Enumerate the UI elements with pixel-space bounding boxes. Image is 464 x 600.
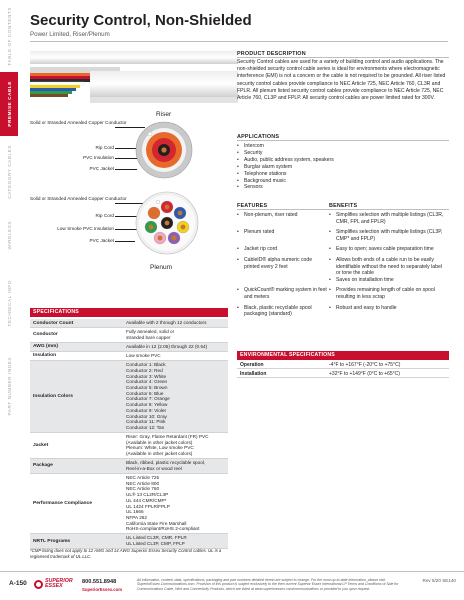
spec-line: Conductor 9: Violet <box>126 407 166 413</box>
tab-wireless[interactable]: WIRELESS <box>6 220 12 250</box>
benefit-cell: • Simplifies selection with multiple listings (CL3R, CMR, FPL and FPLR) <box>329 212 447 225</box>
tab-premise-cable[interactable]: PREMISE CABLE <box>0 72 18 136</box>
feature-cell: • Non-plenum, riser rated <box>237 212 329 225</box>
list-item: • Audio, public address system, speakers <box>237 157 437 164</box>
table-row <box>237 287 449 300</box>
spec-line: NEC Article 800 <box>126 480 160 486</box>
spec-line: NFPA 262 <box>126 514 148 520</box>
spec-line: Plenum: White, Low smoke PVC <box>126 445 194 451</box>
benefit-cell: • Easy to open; saves cable preparation time <box>329 246 447 253</box>
plenum-label-insulation: Low Smoke PVC Insulation <box>57 226 114 231</box>
legal-disclaimer: All information, content, data, specifications, packaging and part numbers detailed herein are subject to change. For the most up-to-date information, please visit SuperiorEssex.Communications.com. Provision of this product is subject exclusively to the then current Superior Essex International LP Terms and Conditions of Sale for Communications Cable, Wire and Connectivity Products, which are listed at www.superioressex.com/communications or provided to you upon request. <box>137 578 399 591</box>
spec-line: NEC Article 725 <box>126 474 160 480</box>
tab-technical-info[interactable]: TECHNICAL INFO <box>6 279 12 327</box>
table-row <box>237 370 449 378</box>
plenum-leader-jacket <box>115 241 135 242</box>
riser-label-conductor: Solid or Stranded Annealed Copper Conductor <box>30 120 127 125</box>
spec-value <box>126 319 228 327</box>
environmental-specifications-heading: ENVIRONMENTAL SPECIFICATIONS <box>237 351 449 360</box>
logo-line-1: SUPERIOR <box>45 577 73 584</box>
spec-key: Performance Compliance <box>33 501 92 506</box>
spec-line: Conductor 2: Red <box>126 367 163 373</box>
env-key: Installation <box>240 371 267 377</box>
benefit-cell: • Robust and easy to handle <box>329 305 447 318</box>
tab-table-of-contents[interactable]: TABLE OF CONTENTS <box>6 6 12 66</box>
spec-value <box>126 433 228 458</box>
spec-line: Conductor 10: Gray <box>126 413 167 419</box>
list-item: • Sensors <box>237 184 437 191</box>
logo-mark-icon <box>34 580 43 589</box>
riser-cross-section-diagram <box>134 120 194 180</box>
table-row <box>30 361 228 433</box>
env-key: Operation <box>240 362 264 368</box>
spec-line: NEC Article 760 <box>126 486 160 492</box>
table-row <box>237 305 449 318</box>
revision-code: Rev 5/20 SE140 <box>422 578 456 583</box>
table-row <box>30 328 228 343</box>
riser-label-jacket: PVC Jacket <box>89 166 114 171</box>
spec-line: stranded bare copper <box>126 334 171 340</box>
spec-key: Conductor Count <box>33 320 74 326</box>
spec-line: California State Fire Marshall <box>126 520 187 526</box>
table-row <box>237 257 449 277</box>
benefit-cell: • Allows both ends of a cable run to be easily identifiable without the need to separately label or tone the cable <box>329 257 447 277</box>
tab-part-number-index[interactable]: PART NUMBER INDEX <box>6 356 12 416</box>
product-description-text: Security Control cables are used for a variety of building control and audio applications. The non-shielded security control cable series is ideal for environments where electromagnetic interference (EMI) is not a concern or the cable is not required to be grounded. All riser listed security control cables provide compliance to NEC Article 725, NEC Article 760, CL3R and FPLR. All plenum listed security control cables provide compliance to NEC Article 725, NEC Article 760, CL3P and FPLP. All security control cables are power limited rated for 300V. <box>237 59 446 102</box>
page-title: Security Control, Non-Shielded <box>30 12 252 29</box>
table-row <box>30 319 228 328</box>
spec-key: Jacket <box>33 442 49 448</box>
feature-cell: • Jacket rip cord <box>237 246 329 253</box>
footer-divider <box>0 571 464 572</box>
spec-line: UL 444 CMR/CMP* <box>126 497 167 503</box>
spec-line: Available in 12 (2.05) through 22 (0.64) <box>126 344 208 350</box>
list-item: • Security <box>237 150 437 157</box>
spec-line: (Available in other jacket colors) <box>126 439 193 445</box>
features-heading: FEATURES <box>237 203 268 209</box>
spec-line: RoHS-compliant/RoHS 2-compliant <box>126 526 200 532</box>
spec-value <box>126 361 228 432</box>
table-row <box>30 474 228 534</box>
feature-cell: • Black, plastic recyclable spool packaging (standard) <box>237 305 329 318</box>
page-number: A-150 <box>9 580 27 587</box>
spec-line: Conductor 12: Tan <box>126 424 165 430</box>
plenum-label-conductor: Solid or Stranded Annealed Copper Conductor <box>30 196 127 201</box>
logo-line-2: ESSEX <box>45 583 63 589</box>
spec-line: UL 1666 <box>126 509 144 515</box>
phone-number: 800.551.8948 <box>82 579 117 585</box>
spec-value <box>126 534 228 548</box>
spec-line: Riser: Gray, Flame Retardant (FR) PVC <box>126 434 209 440</box>
table-row <box>237 246 449 253</box>
spec-line: Low smoke PVC <box>126 353 161 359</box>
spec-line: Fully annealed, solid or <box>126 329 175 335</box>
riser-diagram-title: Riser <box>156 111 172 118</box>
benefit-cell: • Saves on installation time <box>329 277 447 284</box>
riser-label-insulation: PVC Insulation <box>82 155 114 160</box>
applications-list <box>237 143 437 191</box>
spec-line: Available with 2 through 12 conductors <box>126 320 207 326</box>
table-row <box>30 459 228 474</box>
spec-line: Conductor 6: Blue <box>126 390 164 396</box>
description-rule <box>237 57 449 58</box>
product-description-heading: PRODUCT DESCRIPTION <box>237 51 306 57</box>
table-row <box>30 352 228 361</box>
benefits-heading: BENEFITS <box>329 203 358 209</box>
spec-line: UL 1424 FPLR/FPLP <box>126 503 170 509</box>
spec-value <box>126 352 228 360</box>
spec-key: NRTL Programs <box>33 538 71 544</box>
table-row <box>237 277 449 284</box>
spec-line: UL Listed CL3P, CMP, FPLP <box>126 541 185 547</box>
spec-key: Conductor <box>33 332 58 338</box>
spec-value <box>126 328 228 342</box>
spec-key: Insulation Colors <box>33 393 73 399</box>
list-item: • Telephone stations <box>237 171 437 178</box>
table-row <box>237 361 449 369</box>
section-tab-strip <box>0 0 18 580</box>
spec-line: Conductor 5: Brown <box>126 385 168 391</box>
spec-line: Conductor 4: Green <box>126 379 168 385</box>
features-benefits-table <box>237 212 449 320</box>
riser-label-rip-cord: Rip Cord <box>95 145 114 150</box>
table-row <box>30 433 228 459</box>
spec-value <box>126 474 228 533</box>
spec-line: Conductor 3: White <box>126 373 167 379</box>
benefit-cell: • Simplifies selection with multiple listings (CL3P, CMP* and FPLP) <box>329 229 447 242</box>
feature-cell: • Plenum rated <box>237 229 329 242</box>
specifications-heading: SPECIFICATIONS <box>30 308 228 317</box>
plenum-diagram-title: Plenum <box>150 264 173 271</box>
specifications-table <box>30 319 228 549</box>
applications-rule <box>237 140 449 141</box>
features-rule <box>237 209 449 210</box>
footnote: *CMP listing does not apply to 12 AWG and 14 AWG Superior Essex Security Control cables. UL is a registered trademark of UL LLC. <box>30 548 222 559</box>
env-value: +32°F to +149°F (0°C to +65°C) <box>329 371 400 377</box>
cable-product-photo <box>30 43 238 107</box>
benefit-cell: • Provides remaining length of cable on spool resulting in less scrap <box>329 287 447 300</box>
page-subtitle: Power Limited, Riser/Plenum <box>30 31 110 38</box>
spec-line: Conductor 1: Black <box>126 362 166 368</box>
feature-cell: • QuickCount® marking system in feet and meters <box>237 287 329 300</box>
list-item: • Background music <box>237 178 437 185</box>
spec-line: Reel-in-a-Box or wood reel <box>126 465 182 471</box>
spec-line: (Available in other jacket colors) <box>126 451 193 457</box>
header-divider <box>30 41 448 42</box>
spec-value <box>126 343 228 351</box>
spec-line: UL® 13 CL2R/CL3P <box>126 492 169 498</box>
spec-key: AWG (mm) <box>33 344 58 350</box>
spec-line: Conductor 7: Orange <box>126 396 170 402</box>
spec-line: UL Listed CL3R, CMR, FPLR <box>126 535 187 541</box>
plenum-label-jacket: PVC Jacket <box>89 238 114 243</box>
env-value: -4°F to +167°F (-20°C to +75°C) <box>329 362 401 368</box>
plenum-cross-section-diagram <box>134 190 200 256</box>
website-link[interactable]: SuperiorEssex.com <box>82 587 123 592</box>
spec-key: Insulation <box>33 353 57 359</box>
spec-line: Conductor 8: Yellow <box>126 402 168 408</box>
table-row <box>237 212 449 225</box>
spec-key: Package <box>33 463 53 469</box>
applications-heading: APPLICATIONS <box>237 134 280 140</box>
table-row <box>30 534 228 549</box>
spec-line: Conductor 11: Pink <box>126 419 166 425</box>
plenum-label-rip-cord: Rip Cord <box>95 213 114 218</box>
tab-category-cables[interactable]: CATEGORY CABLES <box>6 145 12 199</box>
table-row <box>237 229 449 242</box>
list-item: • Intercom <box>237 143 437 150</box>
spec-value <box>126 459 228 473</box>
superior-essex-logo <box>34 576 78 592</box>
feature-cell: • CableID® alpha numeric code printed every 2 feet <box>237 257 329 277</box>
table-row <box>30 343 228 352</box>
list-item: • Burglar alarm system <box>237 164 437 171</box>
spec-line: Black, ribbed, plastic recyclable spool, <box>126 460 206 466</box>
